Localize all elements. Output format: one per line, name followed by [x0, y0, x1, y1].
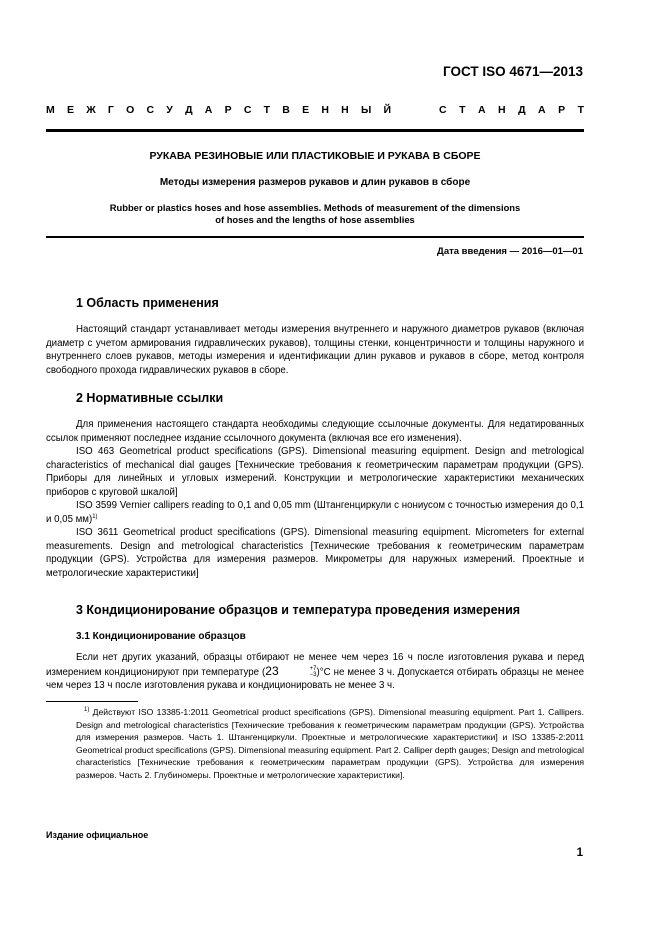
text-before-temperature: Если нет других указаний, образцы отбирают не менее чем через 16 ч после изготовления рукава и перед измерением кондиционируют при температуре (: [46, 652, 584, 678]
standard-letter: Т: [577, 104, 584, 116]
reference-iso-3611: ISO 3611 Geometrical product specifications (GPS). Dimensional measuring equipment. Micrometers for external measurements. Design and metrological characteristics [Технические требования к геометрическим параметрам продукции (GPS). Устройства для измерения размеров. Микрометры для наружных измерений. Проектные и метрологические характеристики]: [46, 527, 584, 579]
interstate-letter: О: [126, 104, 135, 116]
tolerance-plus: +7: [309, 665, 317, 672]
footnote-text: [76, 706, 584, 781]
interstate-letter: Д: [185, 104, 193, 116]
header-rule: [46, 129, 584, 132]
interstate-letter: Е: [66, 104, 74, 116]
temperature-value: 23: [265, 663, 279, 678]
interstate-letter: Е: [302, 104, 310, 116]
interstate-letter: А: [204, 104, 213, 116]
section-2-intro: Для применения настоящего стандарта необходимы следующие ссылочные документы. Для недатированных ссылок применяют последнее издание ссылочного документа (включая все его изменения).: [46, 419, 584, 444]
interstate-letter: Н: [321, 104, 329, 116]
section-2-body: [46, 418, 584, 580]
reference-iso-3599: [46, 499, 584, 526]
standard-letter: Т: [459, 104, 466, 116]
footnote-marker: 1): [84, 707, 90, 714]
interstate-letter: В: [282, 104, 290, 116]
reference-iso-463: ISO 463 Geometrical product specifications (GPS). Dimensional measuring equipment. Design and metrological characteristics of mechanical dial gauges [Технические требования к геометрическим параметрам продукции (GPS). Приборы для линейных и угловых измерений. Конструкции и метрологические характеристики механических приборов с круговой шкалой]: [46, 446, 584, 498]
section-1-text: Настоящий стандарт устанавливает методы измерения внутреннего и наружного диаметров рукавов (включая диаметр с учетом армирования гидравлических рукавов), толщины стенки, концентричности и толщины наружного и внутреннего слоев рукавов, методы измерения и идентификации длин рукавов и рукавов в сборе, метод контроля свободного прохода гидравлических рукавов в сборе.: [46, 324, 584, 376]
subtitle-russian: Методы измерения размеров рукавов и длин рукавов в сборе: [159, 177, 471, 188]
interstate-letter: Ы: [360, 104, 372, 116]
section-1-body: [46, 323, 584, 377]
section-3-1-text: [46, 651, 584, 693]
reference-iso-3599-text: ISO 3599 Vernier callipers reading to 0,1 and 0,05 mm (Штангенциркули с нониусом с точностью измерения до 0,1 и 0,05 мм): [46, 500, 584, 525]
section-3-1-body: [46, 651, 584, 693]
title-rule: [46, 236, 584, 238]
interstate-word: [46, 104, 391, 116]
interstate-letter: Й: [383, 104, 391, 116]
standard-letter: А: [538, 104, 546, 116]
text-after-temperature: )°С не менее 3 ч. Допускается отбирать образцы не менее чем через 13 ч после изготовления рукава и кондиционировать не менее 3 ч.: [46, 666, 584, 691]
section-2-heading: 2 Нормативные ссылки: [76, 391, 224, 405]
tolerance-minus: −3: [309, 671, 317, 678]
section-1-heading: 1 Область применения: [76, 296, 219, 310]
title-english-line1: Rubber or plastics hoses and hose assemblies. Methods of measurement of the dimensions: [109, 202, 521, 213]
edition-label: Издание официальное: [46, 830, 149, 840]
interstate-letter: С: [146, 104, 155, 116]
standard-letter: Д: [518, 104, 526, 116]
title-english: [46, 202, 584, 226]
interstate-letter: М: [46, 104, 55, 116]
footnote-rule: [46, 701, 138, 702]
standard-code: ГОСТ ISO 4671—2013: [443, 64, 583, 79]
standard-letter: С: [439, 104, 447, 116]
interstate-standard-banner: [46, 104, 584, 116]
interstate-letter: Т: [263, 104, 271, 116]
standard-word: [439, 104, 584, 116]
standard-letter: Р: [558, 104, 566, 116]
interstate-letter: Г: [107, 104, 114, 116]
standard-letter: А: [477, 104, 486, 116]
title-russian: РУКАВА РЕЗИНОВЫЕ ИЛИ ПЛАСТИКОВЫЕ И РУКАВА В СБОРЕ: [149, 150, 481, 162]
section-3-1-heading: 3.1 Кондиционирование образцов: [76, 631, 246, 642]
interstate-letter: У: [166, 104, 173, 116]
section-3-heading: 3 Кондиционирование образцов и температура проведения измерения: [76, 603, 521, 617]
footnote-ref-marker: 1): [92, 513, 98, 520]
title-english-line2: of hoses and the lengths of hose assemblies: [215, 214, 415, 225]
footnote: [76, 706, 584, 781]
interstate-letter: Ж: [86, 104, 96, 116]
page-number: 1: [576, 847, 583, 859]
interstate-letter: С: [243, 104, 252, 116]
standard-letter: Н: [498, 104, 506, 116]
temperature-tolerance: [280, 666, 317, 678]
interstate-letter: Р: [224, 104, 232, 116]
introduction-date: Дата введения — 2016—01—01: [437, 246, 583, 257]
interstate-letter: Н: [341, 104, 349, 116]
footnote-body: Действуют ISO 13385-1:2011 Geometrical product specifications (GPS). Dimensional measuring equipment. Part 1. Callipers. Design and metrological characteristics [Технические требования к геометрическим параметрам продукции (GPS). Устройства для измерения размеров. Часть 1. Штангенциркули. Проектные и метрологические характеристики] и ISO 13385-2:2011 Geometrical product specifications (GPS). Dimensional measuring equipment. Part 2. Calliper depth gauges; Design and metrological characteristics [Технические требования к геометрическим параметрам продукции (GPS). Устройства для измерения размеров. Часть 2. Глубиномеры. Проектные и метрологические характеристики].: [76, 707, 584, 780]
